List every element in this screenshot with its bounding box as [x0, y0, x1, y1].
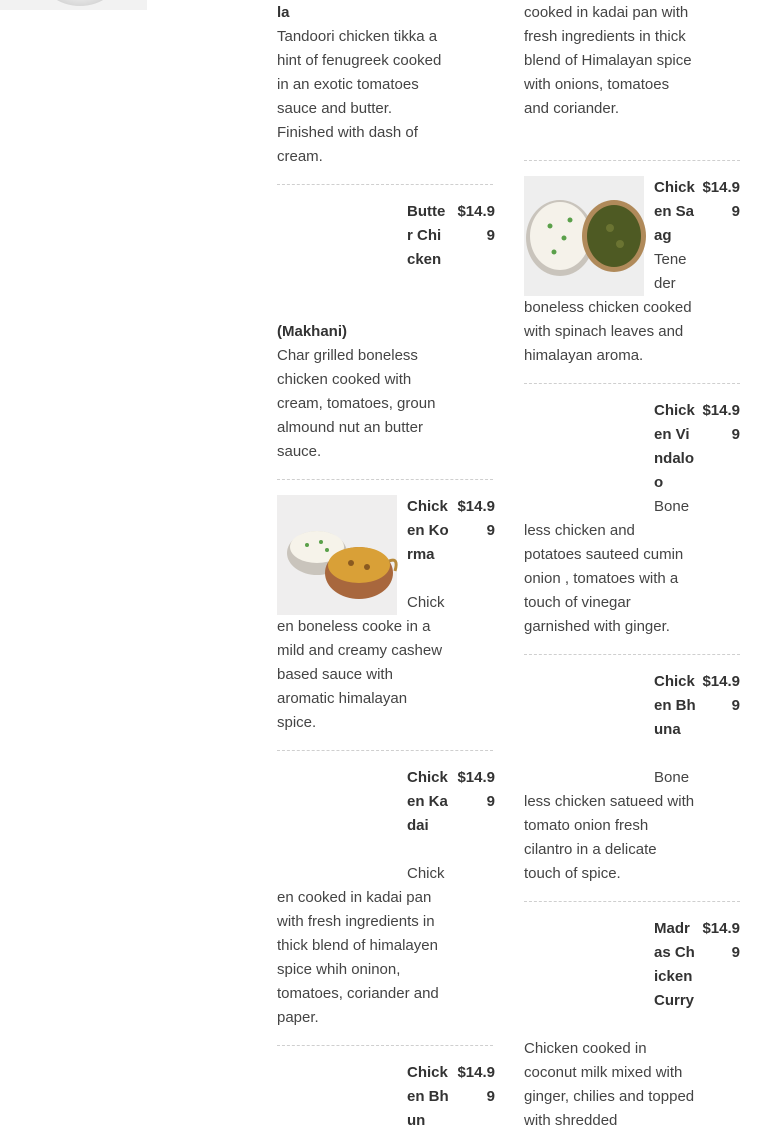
item-divider: [277, 184, 493, 185]
item-price: $14.99: [457, 1064, 495, 1105]
item-divider: [524, 654, 740, 655]
item-divider: [277, 479, 493, 480]
item-price: $14.99: [457, 203, 495, 244]
item-divider: [524, 901, 740, 902]
item-name: Chicken Korma: [407, 498, 449, 563]
item-name: Chicken Bhun: [407, 1064, 449, 1129]
item-name: Chicken Saag: [654, 179, 695, 244]
item-price: $14.99: [702, 179, 740, 220]
item-description: en boneless cooke in a mild and creamy cashew based sauce with aromatic himalayan spice.: [277, 618, 443, 731]
item-description: less chicken and potatoes sauteed cumin onion , tomatoes with a touch of vinegar garnished with ginger.: [524, 522, 684, 635]
item-price: $14.99: [457, 769, 495, 810]
plate-image-icon: [40, 0, 120, 6]
item-description: Chicken cooked in coconut milk mixed with ginger, chilies and topped with shredded: [524, 1040, 695, 1129]
item-name: la: [277, 4, 290, 21]
sidebar-food-image: [0, 0, 147, 10]
item-name: Chicken Bhuna: [654, 673, 696, 738]
item-description-lead: Bone: [654, 498, 690, 515]
item-divider: [277, 750, 493, 751]
item-divider: [524, 383, 740, 384]
item-name: Chicken Vindaloo: [654, 402, 695, 491]
korma-plate-icon: [277, 495, 397, 615]
item-name: Chicken Kadai: [407, 769, 448, 834]
dish-image: [277, 495, 397, 615]
item-name-continued: (Makhani): [277, 323, 348, 340]
item-description: less chicken satueed with tomato onion fresh cilantro in a delicate touch of spice.: [524, 793, 695, 882]
item-description-lead: Tene der: [654, 251, 687, 292]
item-description: Char grilled boneless chicken cooked with cream, tomatoes, groun almound nut an butter sauce.: [277, 347, 436, 460]
item-price: $14.99: [702, 920, 740, 961]
item-description-lead: Bone: [654, 769, 690, 786]
item-description: en cooked in kadai pan with fresh ingredients in thick blend of himalayen spice whih oninon, tomatoes, coriander and paper.: [277, 889, 439, 1026]
item-description-lead: Chick: [407, 594, 445, 611]
item-description: boneless chicken cooked with spinach leaves and himalayan aroma.: [524, 299, 692, 364]
item-price: $14.99: [457, 498, 495, 539]
item-divider: [277, 1045, 493, 1046]
item-price: $14.99: [702, 402, 740, 443]
saag-plate-icon: [524, 176, 644, 296]
dish-image: [524, 176, 644, 296]
item-description: Tandoori chicken tikka a hint of fenugreek cooked in an exotic tomatoes sauce and butter. Finished with dash of cream.: [277, 28, 442, 165]
item-divider: [524, 160, 740, 161]
item-name: Butter Chicken: [407, 203, 446, 268]
item-description: cooked in kadai pan with fresh ingredients in thick blend of Himalayan spice with onions, tomatoes and coriander.: [524, 4, 692, 117]
item-name: Madras Chicken Curry: [654, 920, 695, 1009]
item-description-lead: Chick: [407, 865, 445, 882]
item-price: $14.99: [702, 673, 740, 714]
